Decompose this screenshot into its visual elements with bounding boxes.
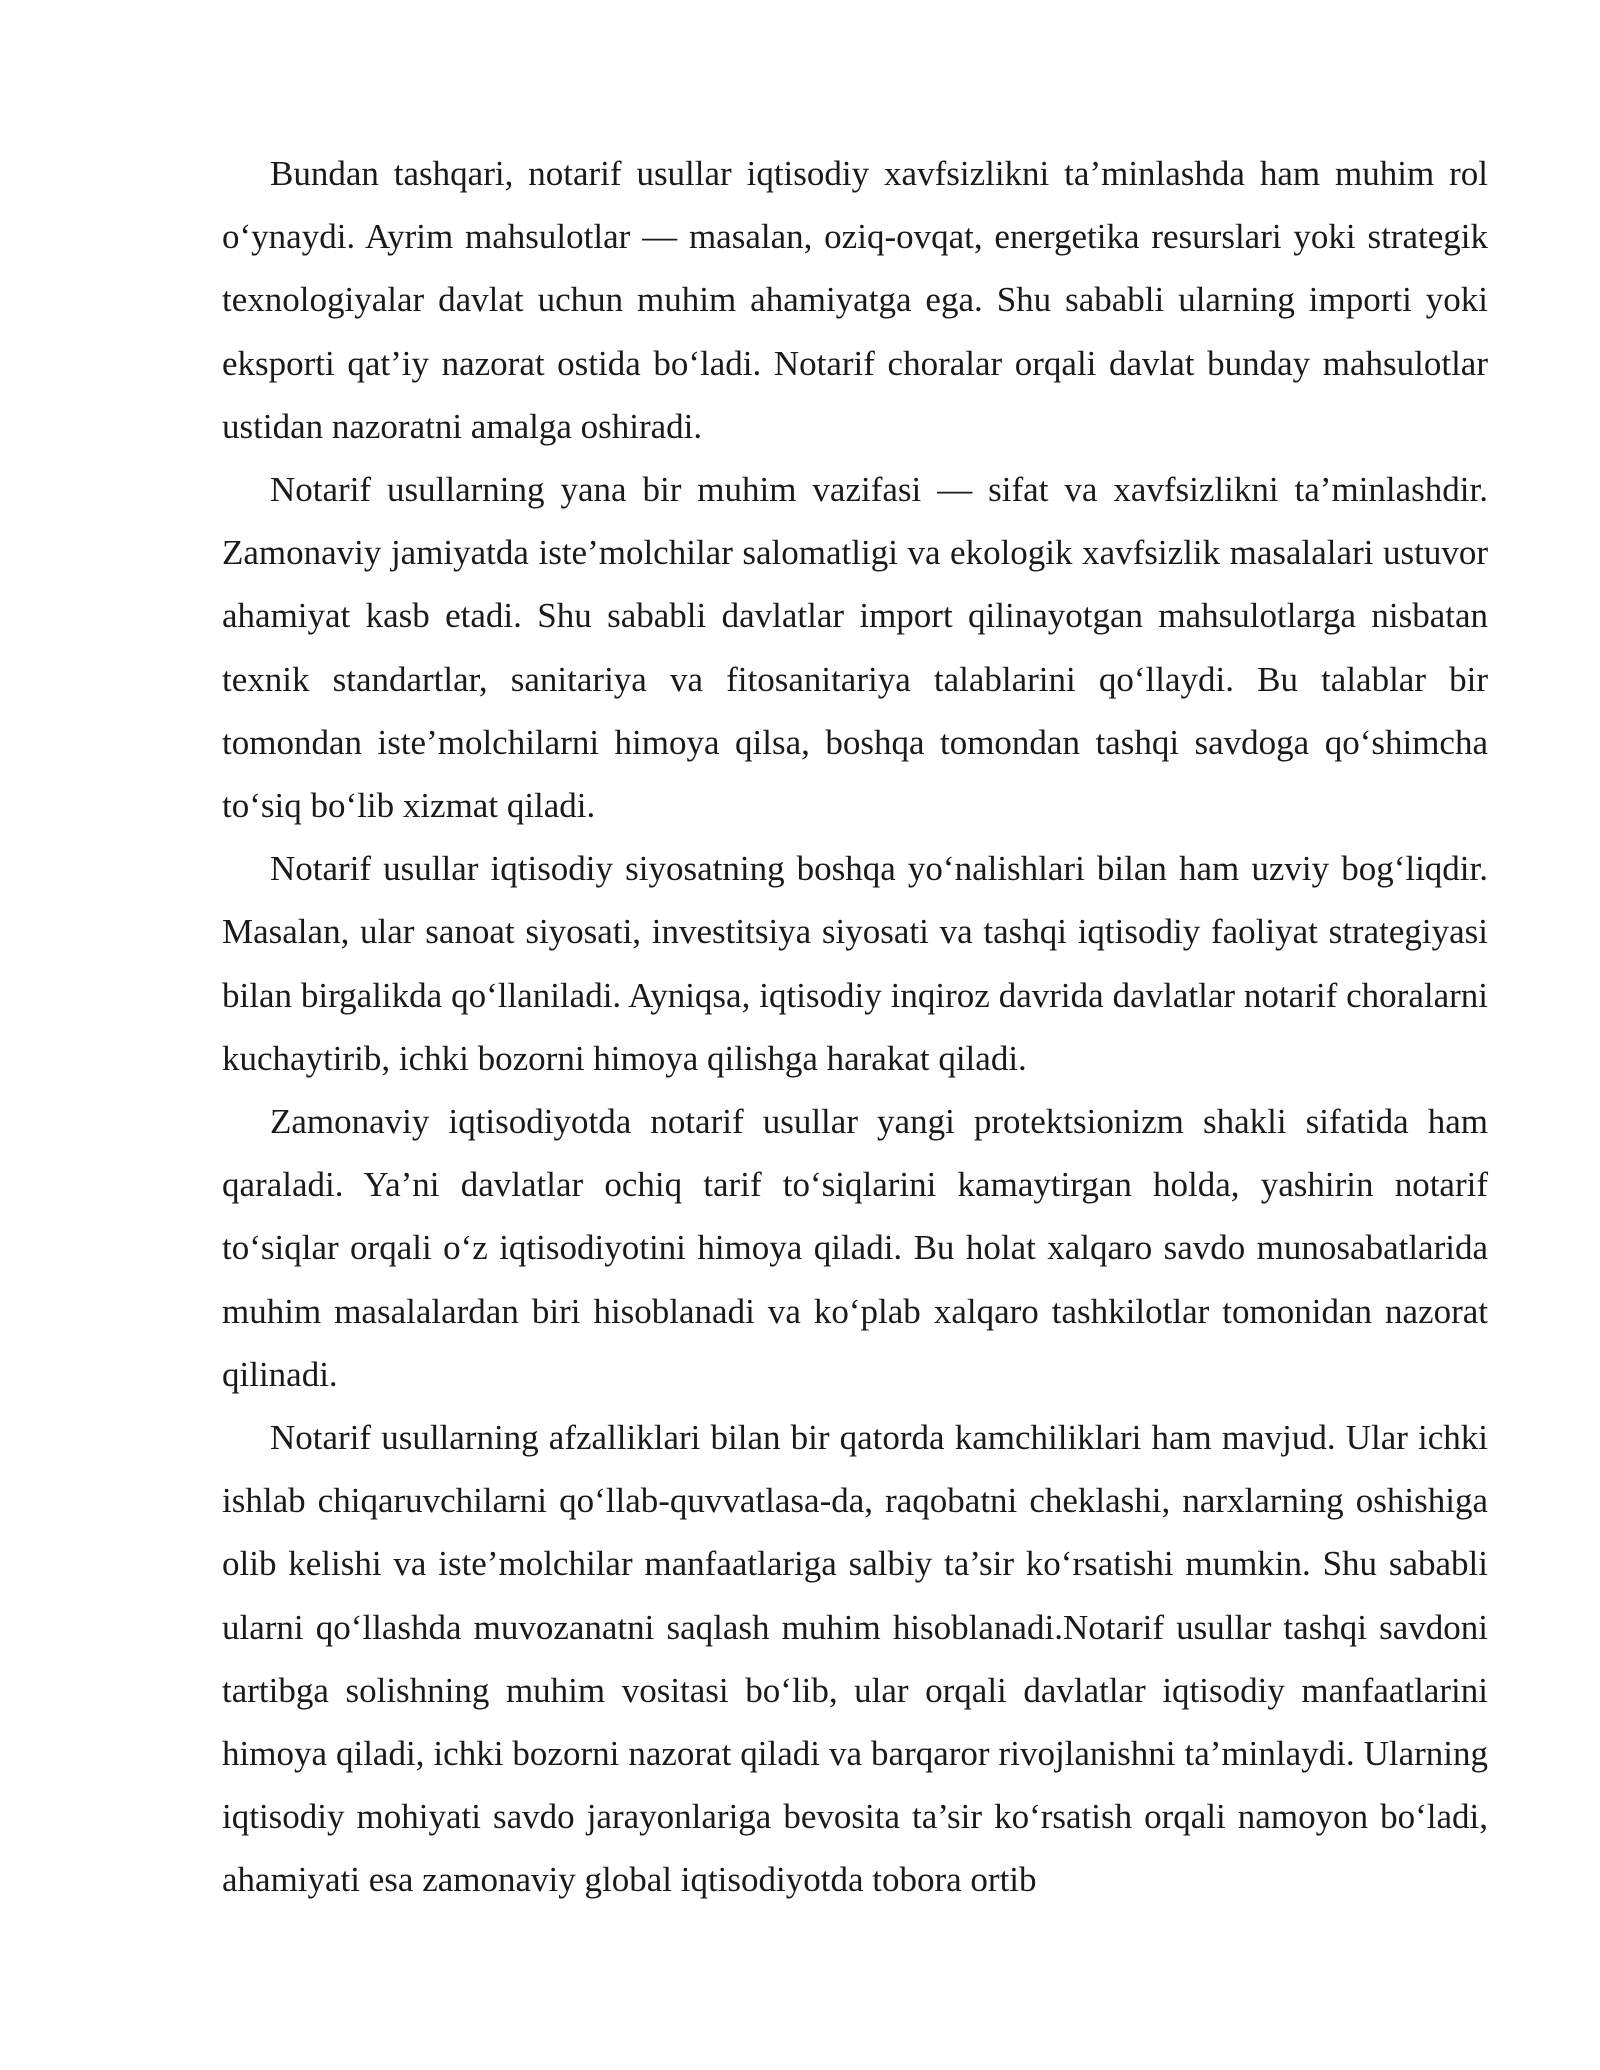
paragraph: Bundan tashqari, notarif usullar iqtisodiy xavfsizlikni ta’minlashda ham muhim rol o‘ynaydi. Ayrim mahsulotlar — masalan, oziq-ovqat, energetika resurslari yoki strategik texnologiyalar davlat uchun muhim ahamiyatga ega. Shu sababli ularning importi yoki eksporti qat’iy nazorat ostida bo‘ladi. Notarif choralar orqali davlat bunday mahsulotlar ustidan nazoratni amalga oshiradi. — [222, 154, 1488, 446]
paragraph: Zamonaviy iqtisodiyotda notarif usullar yangi protektsionizm shakli sifatida ham qaraladi. Ya’ni davlatlar ochiq tarif to‘siqlarini kamaytirgan holda, yashirin notarif to‘siqlar orqali o‘z iqtisodiyotini himoya qiladi. Bu holat xalqaro savdo munosabatlarida muhim masalalardan biri hisoblanadi va ko‘plab xalqaro tashkilotlar tomonidan nazorat qilinadi. — [222, 1102, 1488, 1394]
paragraph: Notarif usullarning afzalliklari bilan bir qatorda kamchiliklari ham mavjud. Ular ichki ishlab chiqaruvchilarni qo‘llab-quvvatlasa-da, raqobatni cheklashi, narxlarning oshishiga olib kelishi va iste’molchilar manfaatlariga salbiy ta’sir ko‘rsatishi mumkin. Shu sababli ularni qo‘llashda muvozanatni saqlash muhim hisoblanadi.Notarif usullar tashqi savdoni tartibga solishning muhim vositasi bo‘lib, ular orqali davlatlar iqtisodiy manfaatlarini himoya qiladi, ichki bozorni nazorat qiladi va barqaror rivojlanishni ta’minlaydi. Ularning iqtisodiy mohiyati savdo jarayonlariga bevosita ta’sir ko‘rsatish orqali namoyon bo‘ladi, ahamiyati esa zamonaviy global iqtisodiyotda tobora ortib — [222, 1418, 1488, 1900]
document-body — [222, 142, 1488, 1912]
paragraph: Notarif usullar iqtisodiy siyosatning boshqa yo‘nalishlari bilan ham uzviy bog‘liqdir. Masalan, ular sanoat siyosati, investitsiya siyosati va tashqi iqtisodiy faoliyat strategiyasi bilan birgalikda qo‘llaniladi. Ayniqsa, iqtisodiy inqiroz davrida davlatlar notarif choralarni kuchaytirib, ichki bozorni himoya qilishga harakat qiladi. — [222, 849, 1488, 1078]
paragraph: Notarif usullarning yana bir muhim vazifasi — sifat va xavfsizlikni ta’minlashdir. Zamonaviy jamiyatda iste’molchilar salomatligi va ekologik xavfsizlik masalalari ustuvor ahamiyat kasb etadi. Shu sababli davlatlar import qilinayotgan mahsulotlarga nisbatan texnik standartlar, sanitariya va fitosanitariya talablarini qo‘llaydi. Bu talablar bir tomondan iste’molchilarni himoya qilsa, boshqa tomondan tashqi savdoga qo‘shimcha to‘siq bo‘lib xizmat qiladi. — [222, 470, 1488, 826]
